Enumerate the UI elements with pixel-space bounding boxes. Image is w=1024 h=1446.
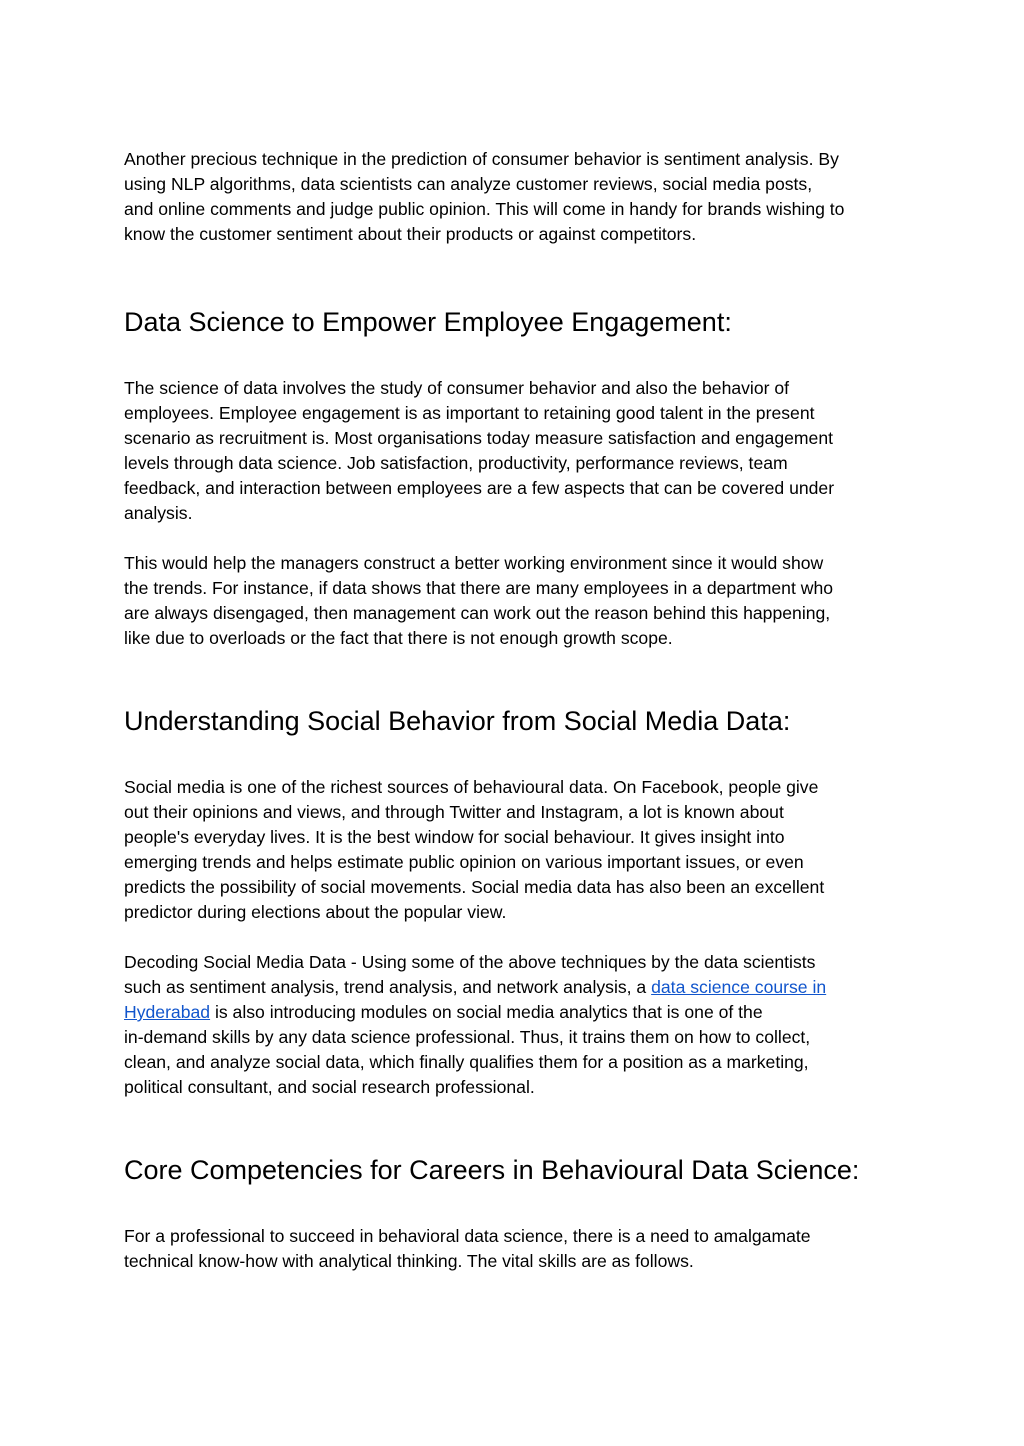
text-line: in-demand skills by any data science professional. Thus, it trains them on how to collect,	[124, 1027, 811, 1047]
text-fragment: such as sentiment analysis, trend analysis, and network analysis, a	[124, 977, 652, 997]
text-line: scenario as recruitment is. Most organisations today measure satisfaction and engagement	[124, 428, 834, 448]
text-line: This would help the managers construct a better working environment since it would show	[124, 553, 824, 573]
text-line: emerging trends and helps estimate public opinion on various important issues, or even	[124, 852, 804, 872]
text-line: Social media is one of the richest sources of behavioural data. On Facebook, people give	[124, 777, 819, 797]
course-link-part-1[interactable]: data science course in	[651, 977, 827, 997]
text-line	[124, 975, 924, 1000]
text-line: levels through data science. Job satisfaction, productivity, performance reviews, team	[124, 453, 788, 473]
social-behavior-paragraph-1	[124, 775, 924, 925]
text-line: like due to overloads or the fact that there is not enough growth scope.	[124, 628, 673, 648]
text-line: know the customer sentiment about their products or against competitors.	[124, 224, 697, 244]
text-line: using NLP algorithms, data scientists can analyze customer reviews, social media posts,	[124, 174, 813, 194]
section-heading-social-behavior: Understanding Social Behavior from Social Media Data:	[124, 706, 791, 736]
core-competencies-paragraph-1	[124, 1224, 924, 1274]
text-line: are always disengaged, then management can work out the reason behind this happening,	[124, 603, 831, 623]
social-behavior-paragraph-2	[124, 950, 924, 1100]
document-page	[124, 147, 924, 1274]
text-line: predicts the possibility of social movements. Social media data has also been an excellent	[124, 877, 825, 897]
section-heading-core-competencies: Core Competencies for Careers in Behavioural Data Science:	[124, 1155, 860, 1185]
employee-engagement-paragraph-1	[124, 376, 924, 526]
section-heading-employee-engagement: Data Science to Empower Employee Engagement:	[124, 307, 732, 337]
text-line: out their opinions and views, and through Twitter and Instagram, a lot is known about	[124, 802, 784, 822]
text-line: employees. Employee engagement is as important to retaining good talent in the present	[124, 403, 815, 423]
text-line: and online comments and judge public opinion. This will come in handy for brands wishing to	[124, 199, 845, 219]
text-line: technical know-how with analytical thinking. The vital skills are as follows.	[124, 1251, 694, 1271]
text-line: Another precious technique in the prediction of consumer behavior is sentiment analysis. By	[124, 149, 839, 169]
text-line	[124, 1000, 924, 1025]
text-line: Decoding Social Media Data - Using some of the above techniques by the data scientists	[124, 952, 816, 972]
text-line: clean, and analyze social data, which finally qualifies them for a position as a marketing,	[124, 1052, 809, 1072]
employee-engagement-paragraph-2	[124, 551, 924, 651]
text-line: analysis.	[124, 503, 193, 523]
intro-paragraph	[124, 147, 924, 247]
text-line: political consultant, and social research professional.	[124, 1077, 535, 1097]
text-line: feedback, and interaction between employees are a few aspects that can be covered under	[124, 478, 835, 498]
text-line: For a professional to succeed in behavioral data science, there is a need to amalgamate	[124, 1226, 811, 1246]
text-line: people's everyday lives. It is the best window for social behaviour. It gives insight into	[124, 827, 785, 847]
text-line: The science of data involves the study of consumer behavior and also the behavior of	[124, 378, 790, 398]
course-link-part-2[interactable]: Hyderabad	[124, 1002, 211, 1022]
text-line: predictor during elections about the popular view.	[124, 902, 507, 922]
text-fragment: is also introducing modules on social media analytics that is one of the	[210, 1002, 763, 1022]
text-line: the trends. For instance, if data shows that there are many employees in a department who	[124, 578, 834, 598]
